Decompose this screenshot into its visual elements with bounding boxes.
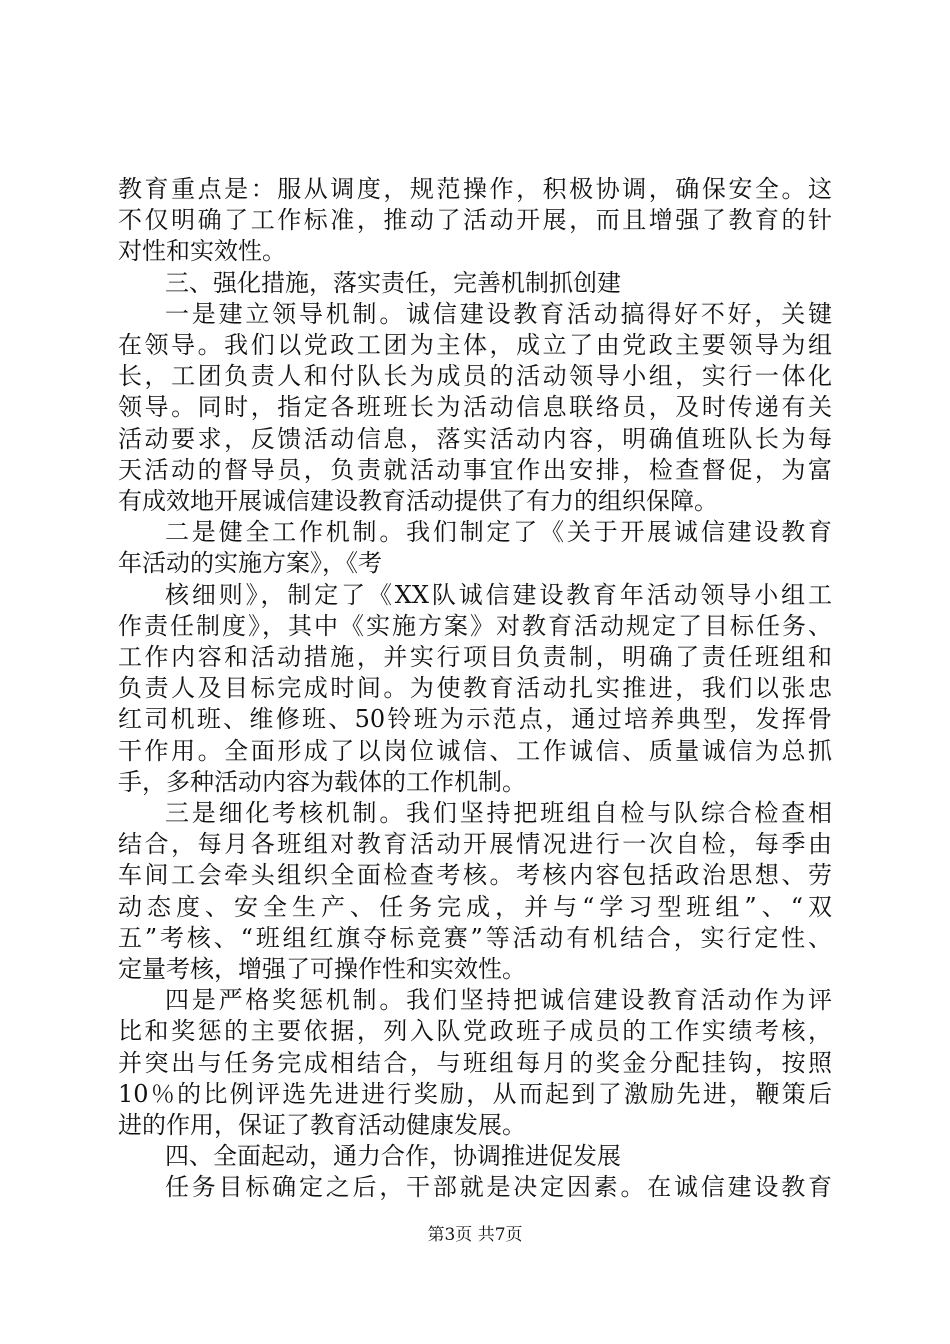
text-line: 有成效地开展诚信建设教育活动提供了有力的组织保障。	[118, 487, 718, 515]
section-heading: 三、强化措施，落实责任，完善机制抓创建	[165, 268, 621, 297]
text-line: 四是严格奖惩机制。我们坚持把诚信建设教育活动作为评	[165, 986, 832, 1015]
text-line: 车间工会牵头组织全面检查考核。考核内容包括政治思想、劳	[118, 861, 832, 890]
text-line: 负责人及目标完成时间。为使教育活动扎实推进，我们以张忠	[118, 674, 832, 703]
text-line: 领导。同时，指定各班班长为活动信息联络员，及时传递有关	[118, 393, 832, 422]
text-line: 一是建立领导机制。诚信建设教育活动搞得好不好，关键	[165, 299, 832, 328]
text-line: 红司机班、维修班、50铃班为示范点，通过培养典型，发挥骨	[118, 705, 832, 734]
text-line: 任务目标确定之后，干部就是决定因素。在诚信建设教育	[165, 1173, 832, 1202]
text-line: 在领导。我们以党政工团为主体，成立了由党政主要领导为组	[118, 331, 832, 359]
text-line: 不仅明确了工作标准，推动了活动开展，而且增强了教育的针	[118, 206, 832, 235]
text-line: 作责任制度》，其中《实施方案》对教育活动规定了目标任务、	[118, 611, 832, 640]
text-line: 天活动的督导员，负责就活动事宜作出安排，检查督促，为富	[118, 455, 832, 484]
text-line: 手，多种活动内容为载体的工作机制。	[118, 767, 526, 796]
text-line: 二是健全工作机制。我们制定了《关于开展诚信建设教育	[165, 518, 832, 547]
text-line: 五”考核、“班组红旗夺标竞赛”等活动有机结合，实行定性、	[118, 923, 832, 952]
text-line: 长，工团负责人和付队长为成员的活动领导小组，实行一体化	[118, 362, 832, 391]
text-line: 比和奖惩的主要依据，列入队党政班子成员的工作实绩考核，	[118, 1017, 832, 1046]
text-line: 对性和实效性。	[118, 237, 286, 266]
text-line: 三是细化考核机制。我们坚持把班组自检与队综合检查相	[165, 799, 832, 827]
page-footer: 第3页 共7页	[427, 1225, 523, 1245]
text-line: 并突出与任务完成相结合，与班组每月的奖金分配挂钩，按照	[118, 1048, 832, 1077]
text-line: 动态度、安全生产、任务完成，并与“学习型班组”、“双	[118, 892, 832, 921]
text-line: 教育重点是：服从调度，规范操作，积极协调，确保安全。这	[118, 175, 832, 203]
text-line: 10％的比例评选先进进行奖励，从而起到了激励先进，鞭策后	[118, 1079, 832, 1108]
text-line: 核细则》，制定了《XX队诚信建设教育年活动领导小组工	[165, 580, 832, 609]
text-line: 工作内容和活动措施，并实行项目负责制，明确了责任班组和	[118, 643, 832, 671]
text-line: 年活动的实施方案》，《考	[118, 549, 382, 578]
text-line: 进的作用，保证了教育活动健康发展。	[118, 1111, 526, 1139]
text-line: 活动要求，反馈活动信息，落实活动内容，明确值班队长为每	[118, 424, 832, 453]
text-line: 干作用。全面形成了以岗位诚信、工作诚信、质量诚信为总抓	[118, 736, 832, 765]
text-line: 结合，每月各班组对教育活动开展情况进行一次自检，每季由	[118, 830, 832, 859]
text-line: 定量考核，增强了可操作性和实效性。	[118, 955, 526, 983]
section-heading: 四、全面起动，通力合作，协调推进促发展	[165, 1142, 621, 1171]
